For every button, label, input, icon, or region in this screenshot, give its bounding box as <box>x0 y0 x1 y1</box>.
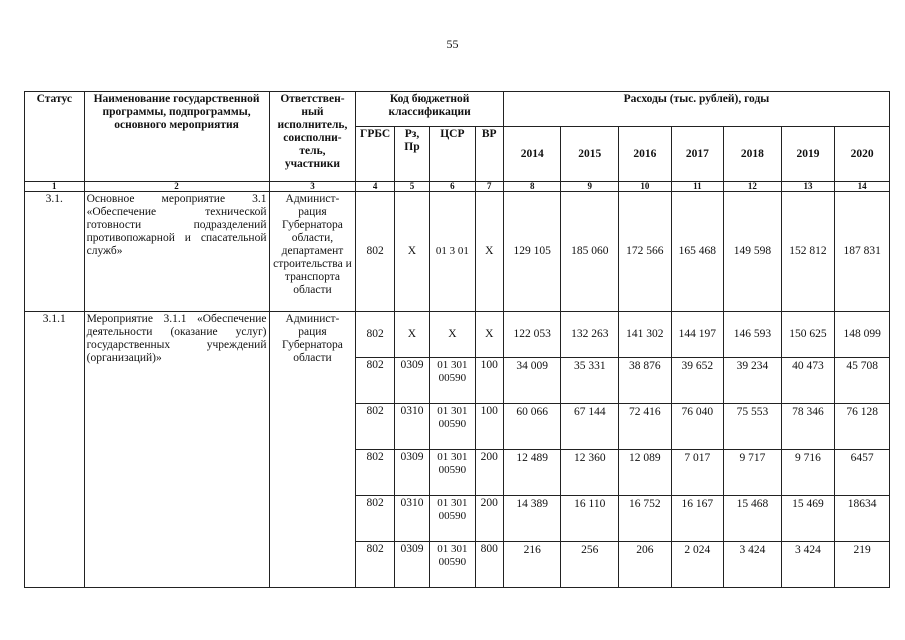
expense-value: 3 424 <box>724 542 782 588</box>
expense-value: 132 263 <box>561 312 619 358</box>
column-number: 10 <box>619 182 672 192</box>
main-event-row <box>25 192 890 312</box>
expense-value: 165 468 <box>671 192 724 312</box>
expense-value: 35 331 <box>561 358 619 404</box>
grbs-cell: 802 <box>356 450 394 496</box>
sub-event-row <box>25 312 890 358</box>
vr-cell: Х <box>475 192 503 312</box>
page-number: 55 <box>446 37 459 51</box>
column-number: 12 <box>724 182 782 192</box>
expense-value: 146 593 <box>724 312 782 358</box>
column-number: 9 <box>561 182 619 192</box>
csr-cell: 01 301 00590 <box>430 450 475 496</box>
header-year: 2020 <box>835 127 890 182</box>
grbs-cell: 802 <box>356 358 394 404</box>
expense-value: 16 110 <box>561 496 619 542</box>
expense-value: 206 <box>619 542 672 588</box>
vr-cell: 200 <box>475 496 503 542</box>
column-number: 6 <box>430 182 475 192</box>
header-rz-pr: Рз, Пр <box>394 127 429 182</box>
column-number: 11 <box>671 182 724 192</box>
header-year: 2016 <box>619 127 672 182</box>
vr-cell: Х <box>475 312 503 358</box>
expense-value: 185 060 <box>561 192 619 312</box>
expense-value: 34 009 <box>503 358 561 404</box>
expense-value: 144 197 <box>671 312 724 358</box>
grbs-cell: 802 <box>356 496 394 542</box>
main-event-name: Основное мероприятие 3.1 «Обеспечение технической готовности подразделений противопожарной и спасательной служб» <box>84 192 269 312</box>
rz-pr-cell: 0310 <box>394 496 429 542</box>
expense-value: 75 553 <box>724 404 782 450</box>
expense-value: 76 128 <box>835 404 890 450</box>
csr-cell: 01 301 00590 <box>430 496 475 542</box>
vr-cell: 800 <box>475 542 503 588</box>
header-vr: ВР <box>475 127 503 182</box>
sub-event-executor: Админист-рация Губернатора области <box>269 312 356 588</box>
expense-value: 45 708 <box>835 358 890 404</box>
expense-value: 219 <box>835 542 890 588</box>
header-year: 2017 <box>671 127 724 182</box>
expense-value: 12 360 <box>561 450 619 496</box>
expense-value: 148 099 <box>835 312 890 358</box>
expense-value: 12 089 <box>619 450 672 496</box>
csr-cell: 01 301 00590 <box>430 542 475 588</box>
header-program-name: Наименование государственной программы, подпрограммы, основного мероприятия <box>84 92 269 182</box>
column-number: 4 <box>356 182 394 192</box>
column-number: 2 <box>84 182 269 192</box>
expense-value: 39 234 <box>724 358 782 404</box>
vr-cell: 200 <box>475 450 503 496</box>
expense-value: 152 812 <box>781 192 835 312</box>
header-year: 2019 <box>781 127 835 182</box>
csr-cell: 01 301 00590 <box>430 358 475 404</box>
expense-value: 12 489 <box>503 450 561 496</box>
header-expenses: Расходы (тыс. рублей), годы <box>503 92 889 127</box>
rz-pr-cell: 0310 <box>394 404 429 450</box>
header-year: 2018 <box>724 127 782 182</box>
csr-cell: 01 3 01 <box>430 192 475 312</box>
expense-value: 38 876 <box>619 358 672 404</box>
column-number: 8 <box>503 182 561 192</box>
csr-cell: Х <box>430 312 475 358</box>
expense-value: 6457 <box>835 450 890 496</box>
expense-value: 141 302 <box>619 312 672 358</box>
column-number: 1 <box>25 182 85 192</box>
expense-value: 150 625 <box>781 312 835 358</box>
expense-value: 72 416 <box>619 404 672 450</box>
rz-pr-cell: Х <box>394 312 429 358</box>
header-year: 2014 <box>503 127 561 182</box>
expense-value: 9 717 <box>724 450 782 496</box>
grbs-cell: 802 <box>356 192 394 312</box>
grbs-cell: 802 <box>356 312 394 358</box>
expense-value: 76 040 <box>671 404 724 450</box>
column-number: 14 <box>835 182 890 192</box>
sub-event-name: Мероприятие 3.1.1 «Обеспечение деятельности (оказание услуг) государственных учреждений (организаций)» <box>84 312 269 588</box>
expense-value: 149 598 <box>724 192 782 312</box>
budget-table <box>24 91 890 588</box>
header-grbs: ГРБС <box>356 127 394 182</box>
expense-value: 39 652 <box>671 358 724 404</box>
rz-pr-cell: Х <box>394 192 429 312</box>
expense-value: 40 473 <box>781 358 835 404</box>
column-number: 3 <box>269 182 356 192</box>
vr-cell: 100 <box>475 404 503 450</box>
expense-value: 15 468 <box>724 496 782 542</box>
sub-event-status: 3.1.1 <box>25 312 85 588</box>
header-year: 2015 <box>561 127 619 182</box>
expense-value: 187 831 <box>835 192 890 312</box>
expense-value: 256 <box>561 542 619 588</box>
rz-pr-cell: 0309 <box>394 450 429 496</box>
main-event-executor: Админист-рация Губернатора области, департамент строительства и транспорта области <box>269 192 356 312</box>
header-budget-code: Код бюджетной классификации <box>356 92 504 127</box>
expense-value: 60 066 <box>503 404 561 450</box>
expense-value: 172 566 <box>619 192 672 312</box>
expense-value: 9 716 <box>781 450 835 496</box>
expense-value: 2 024 <box>671 542 724 588</box>
expense-value: 67 144 <box>561 404 619 450</box>
column-number: 7 <box>475 182 503 192</box>
column-number-row <box>25 182 890 192</box>
expense-value: 78 346 <box>781 404 835 450</box>
column-number: 5 <box>394 182 429 192</box>
header-status: Статус <box>25 92 85 182</box>
grbs-cell: 802 <box>356 404 394 450</box>
main-event-status: 3.1. <box>25 192 85 312</box>
header-executor: Ответствен-ный исполнитель, соисполни-тель, участники <box>269 92 356 182</box>
column-number: 13 <box>781 182 835 192</box>
grbs-cell: 802 <box>356 542 394 588</box>
rz-pr-cell: 0309 <box>394 358 429 404</box>
expense-value: 14 389 <box>503 496 561 542</box>
expense-value: 122 053 <box>503 312 561 358</box>
header-csr: ЦСР <box>430 127 475 182</box>
expense-value: 18634 <box>835 496 890 542</box>
vr-cell: 100 <box>475 358 503 404</box>
expense-value: 3 424 <box>781 542 835 588</box>
expense-value: 16 752 <box>619 496 672 542</box>
expense-value: 16 167 <box>671 496 724 542</box>
csr-cell: 01 301 00590 <box>430 404 475 450</box>
rz-pr-cell: 0309 <box>394 542 429 588</box>
expense-value: 129 105 <box>503 192 561 312</box>
expense-value: 216 <box>503 542 561 588</box>
expense-value: 7 017 <box>671 450 724 496</box>
expense-value: 15 469 <box>781 496 835 542</box>
header-row-1 <box>25 92 890 127</box>
